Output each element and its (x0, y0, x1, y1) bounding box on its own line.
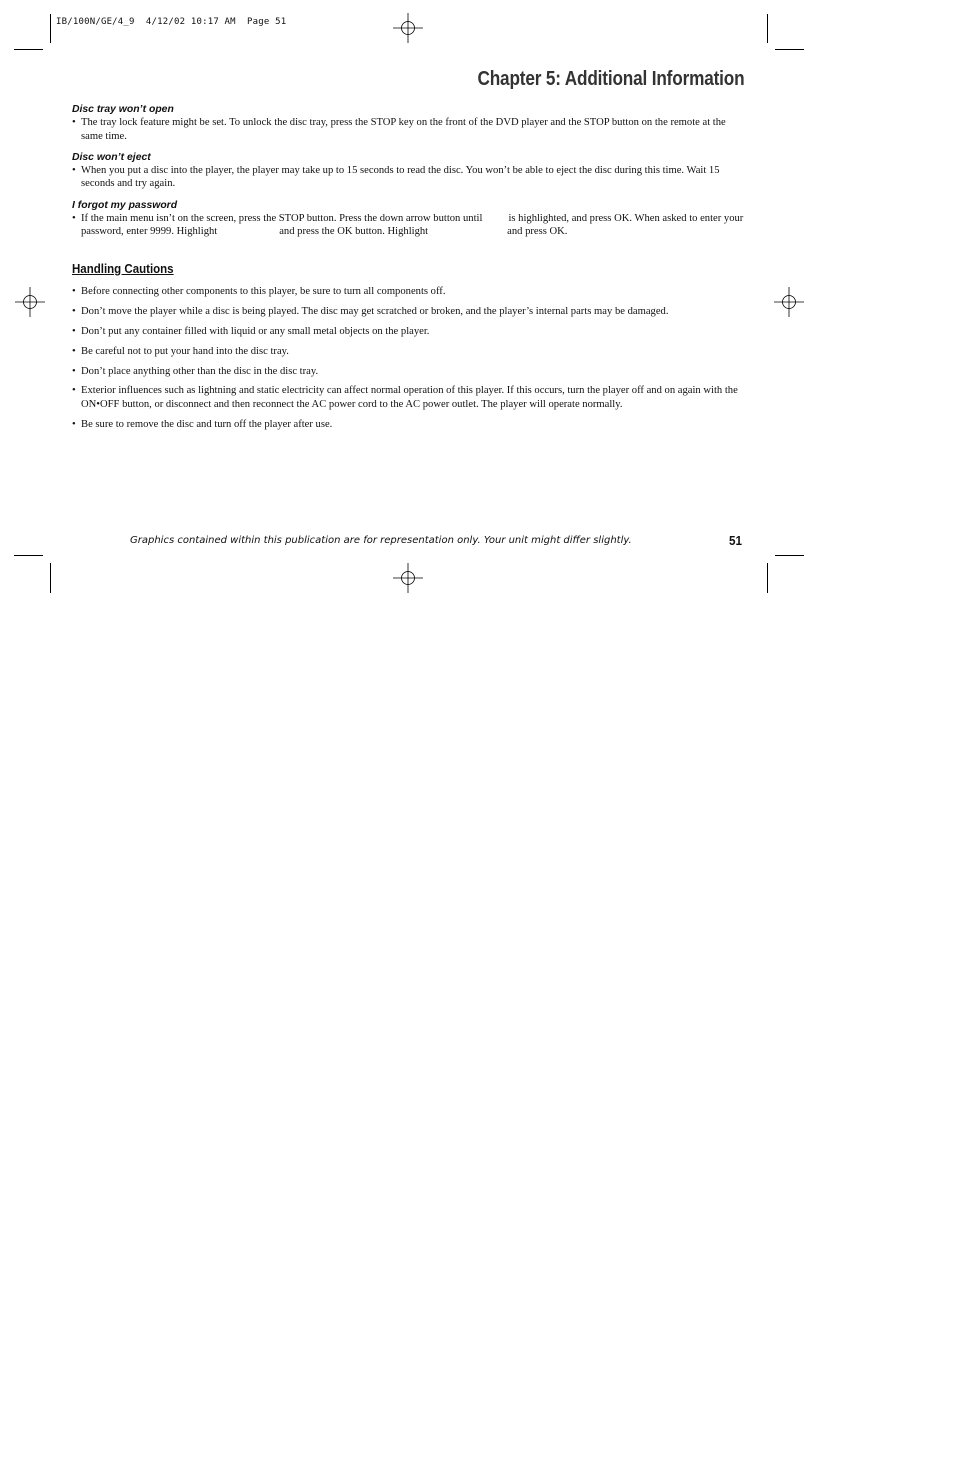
bullet-icon: • (72, 305, 76, 317)
section-heading: Handling Cautions (72, 261, 174, 276)
registration-mark-icon (393, 563, 423, 593)
trouble-section-disc-eject (72, 151, 744, 191)
crop-mark (775, 49, 804, 50)
bullet-icon: • (72, 418, 76, 430)
list-item-text: Don’t place anything other than the disc in the disc tray. (81, 365, 319, 377)
bullet-icon: • (72, 325, 76, 337)
registration-mark-icon (393, 13, 423, 43)
crop-mark (50, 563, 51, 593)
bullet-icon: • (72, 285, 76, 297)
list-item (72, 384, 744, 411)
trouble-heading: Disc tray won’t open (72, 104, 174, 115)
list-item-text: Be sure to remove the disc and turn off the player after use. (81, 418, 333, 430)
list-item-text: Don’t put any container filled with liquid or any small metal objects on the player. (81, 325, 430, 337)
crop-mark (775, 555, 804, 556)
password-text-part: is highlighted, and press OK. When asked to enter your password, enter 9999. Highlight (81, 213, 744, 238)
chapter-title: Chapter 5: Additional Information (477, 68, 744, 90)
page-content (72, 103, 744, 438)
trouble-heading: I forgot my password (72, 199, 178, 211)
list-item-text: The tray lock feature might be set. To unlock the disc tray, press the STOP key on the front of the DVD player and the STOP button on the remote at the same time. (81, 117, 726, 142)
list-item (72, 116, 744, 143)
list-item (72, 285, 744, 298)
crop-mark (767, 563, 768, 593)
page-number: 51 (729, 533, 743, 548)
crop-mark (50, 14, 51, 43)
list-item (72, 365, 744, 378)
crop-mark (14, 49, 43, 50)
list-item (72, 164, 744, 191)
list-item-text: When you put a disc into the player, the player may take up to 15 seconds to read the disc. You won’t be able to eject the disc during this time. Wait 15 seconds and try again. (81, 165, 720, 190)
bullet-icon: • (72, 345, 76, 357)
bullet-icon: • (72, 117, 76, 129)
password-text-part: If the main menu isn’t on the screen, press the STOP button. Press the down arrow button until (81, 213, 483, 225)
registration-mark-icon (15, 287, 45, 317)
trouble-section-password (72, 199, 744, 239)
print-slug: IB/100N/GE/4_9 4/12/02 10:17 AM Page 51 (56, 17, 287, 27)
bullet-icon: • (72, 385, 76, 397)
bullet-icon: • (72, 213, 76, 225)
footer-note: Graphics contained within this publication are for representation only. Your unit might differ slightly. (130, 535, 632, 546)
handling-cautions-list (72, 285, 744, 431)
crop-mark (767, 14, 768, 43)
list-item-text: Be careful not to put your hand into the disc tray. (81, 345, 289, 357)
bullet-icon: • (72, 365, 76, 377)
list-item-text (81, 212, 744, 239)
list-item-text: Don’t move the player while a disc is being played. The disc may get scratched or broken, and the player’s internal parts may be damaged. (81, 305, 669, 317)
registration-mark-icon (774, 287, 804, 317)
list-item (72, 418, 744, 431)
bullet-icon: • (72, 165, 76, 177)
list-item (72, 325, 744, 338)
list-item-text: Before connecting other components to this player, be sure to turn all components off. (81, 285, 446, 297)
list-item (72, 305, 744, 318)
password-text-part: and press OK. (507, 226, 568, 238)
trouble-heading: Disc won’t eject (72, 151, 151, 163)
trouble-section-disc-tray (72, 103, 744, 143)
list-item-text: Exterior influences such as lightning and static electricity can affect normal operation of this player. If this occurs, turn the player off and on again with the ON•OFF button, or disconnect and then reconnect the AC power cord to the AC power outlet. The player will operate normally. (81, 385, 738, 410)
crop-mark (14, 555, 43, 556)
list-item (72, 212, 744, 239)
list-item (72, 345, 744, 358)
password-text-part: and press the OK button. Highlight (279, 226, 429, 238)
